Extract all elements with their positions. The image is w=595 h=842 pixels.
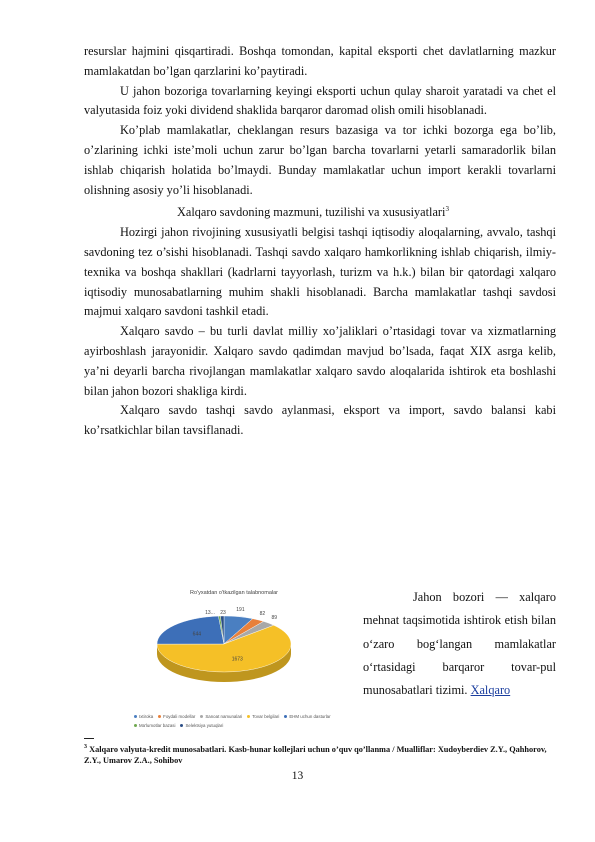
footnote-text: Xalqaro valyuta-kredit munosabatlari. Kasb-hunar kollejlari uchun o’quv qo’llanma / Mualliflar: Xudoyberdiev Z.Y., Qahhorov, Z.Y., Umarov Z.A., Sohibov bbox=[84, 744, 547, 765]
footnote bbox=[84, 742, 556, 766]
legend-item bbox=[180, 721, 223, 730]
legend-item bbox=[158, 712, 195, 721]
legend-item bbox=[284, 712, 330, 721]
legend-swatch bbox=[247, 715, 250, 718]
legend-swatch bbox=[158, 715, 161, 718]
legend-item bbox=[134, 721, 175, 730]
legend-swatch bbox=[134, 715, 137, 718]
legend-item bbox=[134, 712, 153, 721]
pie-slice bbox=[157, 616, 224, 644]
legend-label: Ixtiroka bbox=[139, 714, 154, 719]
slice-value-label: 191 bbox=[236, 606, 245, 613]
section-heading-text: Xalqaro savdoning mazmuni, tuzilishi va xususiyatlari bbox=[177, 205, 446, 220]
footnote-rule bbox=[84, 738, 94, 739]
paragraph-4: Hozirgi jahon rivojining xususiyatli belgisi tashqi iqtisodiy aloqalarning, avvalo, tashqi savdoning tez o’sishi hisoblanadi. Tashqi savdo xalqaro hamkorlikning ishlab chiqarish, ilmiy-texnika va boshqa shakllari (kadrlarni tayyorlash, turizm va h.k.) bilan bir qatordagi xalqaro iqtisodiy munosabatlarning muhim shakli hisoblanadi. Barcha mamlakatlar tashqi savdosi majmui xalqaro savdoni tashkil etadi. bbox=[84, 225, 556, 319]
legend-item bbox=[247, 712, 279, 721]
xalqaro-link[interactable]: Xalqaro bbox=[470, 683, 511, 698]
paragraph-6: Xalqaro savdo tashqi savdo aylanmasi, eksport va import, savdo balansi kabi ko’rsatkichlar bilan tavsiflanadi. bbox=[84, 403, 556, 438]
legend-label: EHM uchun dasturlar bbox=[289, 714, 331, 719]
legend-swatch bbox=[200, 715, 203, 718]
legend-label: Sanoat namunalari bbox=[205, 714, 243, 719]
pie-chart-figure bbox=[134, 590, 344, 728]
legend-label: Ma'lumotlar bazasi bbox=[139, 723, 176, 728]
legend-label: Tovar belgilari bbox=[252, 714, 280, 719]
chart-legend bbox=[134, 712, 344, 730]
side-paragraph bbox=[363, 586, 556, 702]
paragraph-5: Xalqaro savdo – bu turli davlat milliy xo’jaliklari o’rtasidagi tovar va xizmatlarning ayirboshlash jarayonidir. Xalqaro savdo qadimdan mavjud bo’lsada, faqat XIX asrga kelib, ya’ni deyarli barcha rivojlangan mamlakatlar xalqaro savdo aloqalarida ishtirok eta boshlashi bilan jahon bozori shakliga kirdi. bbox=[84, 324, 556, 398]
section-heading bbox=[84, 200, 556, 223]
small-slice-label: 13... bbox=[205, 610, 215, 616]
slice-value-label: 1673 bbox=[231, 656, 243, 663]
legend-swatch bbox=[134, 724, 137, 727]
chart-title: Ro'yxatdan o'tkazilgan talabnomalar bbox=[189, 590, 278, 596]
legend-swatch bbox=[284, 715, 287, 718]
slice-value-label: 644 bbox=[192, 631, 202, 638]
side-paragraph-text: Jahon bozori — xalqaro mehnat taqsimotida ishtirok etish bilan o‘zaro bog‘langan mamlakatlar o‘rtasidagi barqaror tovar-pul munosabatlari tizimi. bbox=[363, 590, 556, 698]
pie-chart bbox=[134, 590, 344, 712]
paragraph-2: U jahon bozoriga tovarlarning keyingi eksporti uchun qulay sharoit yaratadi va chet el valyutasida foiz yoki dividend shaklida barqaror daromad olish omili hisoblanadi. bbox=[84, 83, 556, 118]
legend-label: Foydali modellar bbox=[163, 714, 196, 719]
paragraph-3: Ko’plab mamlakatlar, cheklangan resurs bazasiga va tor ichki bozorga ega bo’lib, o’zlarining ichki iste’moli uchun zarur bo’lgan barcha tovarlarni yetarli samaradorlik bilan ishlab chiqarish holatida bo’lmaydi. Bunday mamlakatlar uchun import kerakli tovarlarni olishning asosiy yo’li hisoblanadi. bbox=[84, 123, 556, 197]
heading-footnote-ref[interactable]: 3 bbox=[445, 205, 449, 214]
legend-label: Selektsiya yutuqlari bbox=[185, 723, 224, 728]
slice-value-label: 89 bbox=[271, 614, 278, 621]
small-slice-label: 23 bbox=[220, 610, 226, 616]
paragraph-1: resurslar hajmini qisqartiradi. Boshqa tomondan, kapital eksporti chet davlatlarning mazkur mamlakatdan bo’lgan qarzlarini ko’paytiradi. bbox=[84, 44, 556, 78]
slice-value-label: 82 bbox=[259, 610, 266, 617]
page-number: 13 bbox=[291, 770, 304, 782]
footnote-number: 3 bbox=[84, 744, 87, 750]
legend-swatch bbox=[180, 724, 183, 727]
body-text-top bbox=[84, 42, 556, 441]
legend-item bbox=[200, 712, 242, 721]
